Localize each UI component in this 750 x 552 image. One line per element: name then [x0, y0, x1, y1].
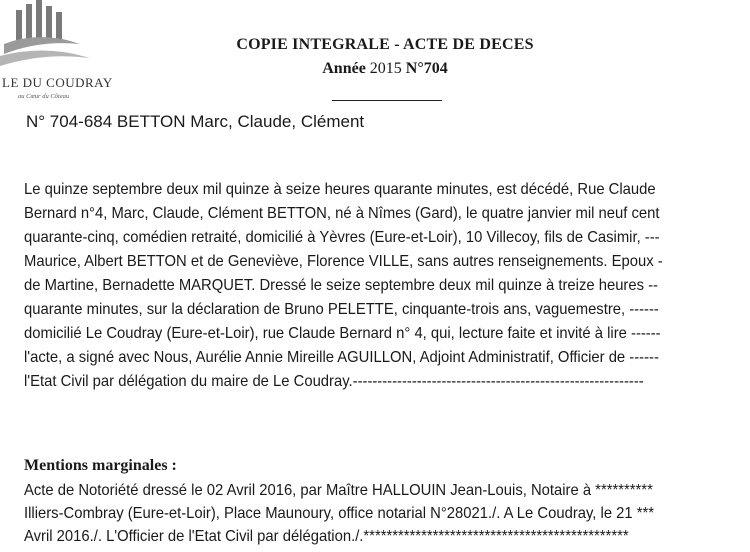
year-value: 2015 — [369, 60, 402, 77]
mention-line: Avril 2016./. L'Officier de l'Etat Civil par délégation./.********************************************** — [24, 528, 629, 545]
mention-line: Acte de Notoriété dressé le 02 Avril 2016, par Maître HALLOUIN Jean-Louis, Notaire à ********** — [24, 482, 653, 499]
body-line: quarante-cinq, comédien retraité, domicilié à Yèvres (Eure-et-Loir), 10 Villecoy, fils de Casimir, --- — [24, 229, 660, 246]
act-reference: N° 704-684 BETTON Marc, Claude, Clément — [26, 112, 365, 131]
body-line: l'Etat Civil par délégation du maire de Le Coudray.----------------------------------------------------------- — [24, 373, 644, 390]
body-line: Bernard n°4, Marc, Claude, Clément BETTON, né à Nîmes (Gard), le quatre janvier mil neuf cent — [24, 205, 660, 222]
body-line: Le quinze septembre deux mil quinze à seize heures quarante minutes, est décédé, Rue Claude — [24, 181, 656, 198]
year-label: Année — [322, 60, 366, 77]
body-line: quarante minutes, sur la déclaration de Bruno PELETTE, cinquante-trois ans, vaguemestre, ------ — [24, 301, 659, 318]
document-year-line — [0, 60, 750, 78]
logo-tagline: au Cœur du Côteau — [18, 93, 70, 100]
logo-name: LE DU COUDRAY — [2, 75, 113, 90]
mention-line: Illiers-Combray (Eure-et-Loir), Place Maunoury, office notarial N°28021./. A Le Coudray, le 21 *** — [24, 505, 655, 522]
body-line: l'acte, a signé avec Nous, Aurélie Annie Mireille AGUILLON, Adjoint Administratif, Officier de ------ — [24, 349, 659, 366]
body-line: Maurice, Albert BETTON et de Geneviève, Florence VILLE, sans autres renseignements. Epoux - — [24, 253, 663, 270]
act-number: N°704 — [405, 60, 448, 77]
body-line: de Martine, Bernadette MARQUET. Dressé le seize septembre deux mil quinze à treize heures -- — [24, 277, 658, 294]
mentions-title: Mentions marginales : — [24, 457, 177, 474]
title-underline — [332, 100, 442, 101]
document-title: COPIE INTEGRALE - ACTE DE DECES — [236, 36, 534, 53]
body-line: domicilié Le Coudray (Eure-et-Loir), rue Claude Bernard n° 4, qui, lecture faite et invité à lire ------ — [24, 325, 661, 342]
municipal-logo — [0, 0, 120, 110]
